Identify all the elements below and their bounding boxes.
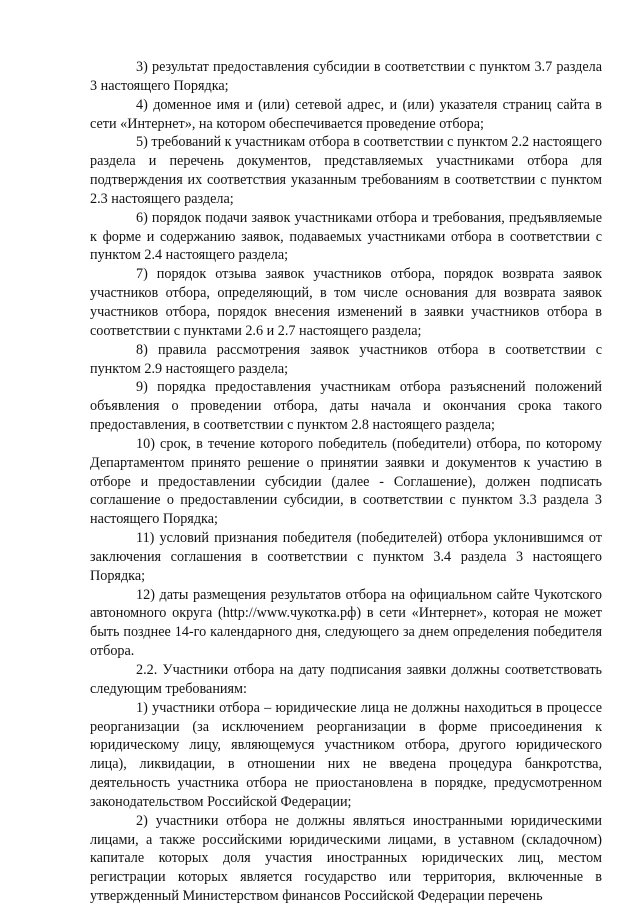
section-2-2-heading: 2.2. Участники отбора на дату подписания заявки должны соответствовать следующим требованиям: [90,662,602,697]
paragraph-item-9: 9) порядка предоставления участникам отбора разъяснений положений объявления о проведении отбора, даты начала и окончания срока такого предоставления, в соответствии с пунктом 2.8 настоящего раздела; [90,379,602,434]
requirement-item-1: 1) участники отбора – юридические лица не должны находиться в процессе реорганизации (за исключением реорганизации в форме присоединения к юридическому лицу, являющемуся участником отбора, другого юридического лица), ликвидации, в отношении них не введена процедура банкротства, деятельность участника отбора не приостановлена в порядке, предусмотренном законодательством Российской Федерации; [90,699,602,810]
requirement-item-2: 2) участники отбора не должны являться иностранными юридическими лицами, а также российскими юридическими лицами, в уставном (складочном) капитале которых доля участия иностранных юридических лиц, местом регистрации которых является государство или территория, включенные в утвержденный Министерством финансов Российской Федерации перечень [90,812,602,905]
paragraph-item-5: 5) требований к участникам отбора в соответствии с пунктом 2.2 настоящего раздела и перечень документов, представляемых участниками отбора для подтверждения их соответствия указанным требованиям в соответствии с пунктом 2.3 настоящего раздела; [90,134,602,207]
paragraph-item-6: 6) порядок подачи заявок участниками отбора и требования, предъявляемые к форме и содержанию заявок, подаваемых участниками отбора в соответствии с пунктом 2.4 настоящего раздела; [90,209,602,264]
paragraph-item-8: 8) правила рассмотрения заявок участников отбора в соответствии с пунктом 2.9 настоящего раздела; [90,341,602,377]
document-body [90,58,602,906]
paragraph-item-3: 3) результат предоставления субсидии в соответствии с пунктом 3.7 раздела 3 настоящего Порядка; [90,59,602,94]
paragraph-item-11: 11) условий признания победителя (победителей) отбора уклонившимся от заключения соглашения в соответствии с пунктом 3.4 раздела 3 настоящего Порядка; [90,530,602,584]
paragraph-item-4: 4) доменное имя и (или) сетевой адрес, и (или) указателя страниц сайта в сети «Интернет», на котором обеспечивается проведение отбора; [90,96,602,132]
paragraph-item-12: 12) даты размещения результатов отбора на официальном сайте Чукотского автономного округа (http://www.чукотка.рф) в сети «Интернет», которая не может быть позднее 14-го календарного дня, следующего за днем определения победителя отбора. [90,586,602,660]
paragraph-item-7: 7) порядок отзыва заявок участников отбора, порядок возврата заявок участников отбора, определяющий, в том числе основания для возврата заявок участников отбора, порядок внесения изменений в заявки участников отбора в соответствии с пунктами 2.6 и 2.7 настоящего раздела; [90,266,602,339]
paragraph-item-10: 10) срок, в течение которого победитель (победители) отбора, по которому Департаментом принято решение о принятии заявки и документов к участию в отборе и предоставлении субсидии (далее - Соглашение), должен подписать соглашение о предоставлении субсидии, в соответствии с пунктом 3.3 раздела 3 настоящего Порядка; [90,435,602,528]
